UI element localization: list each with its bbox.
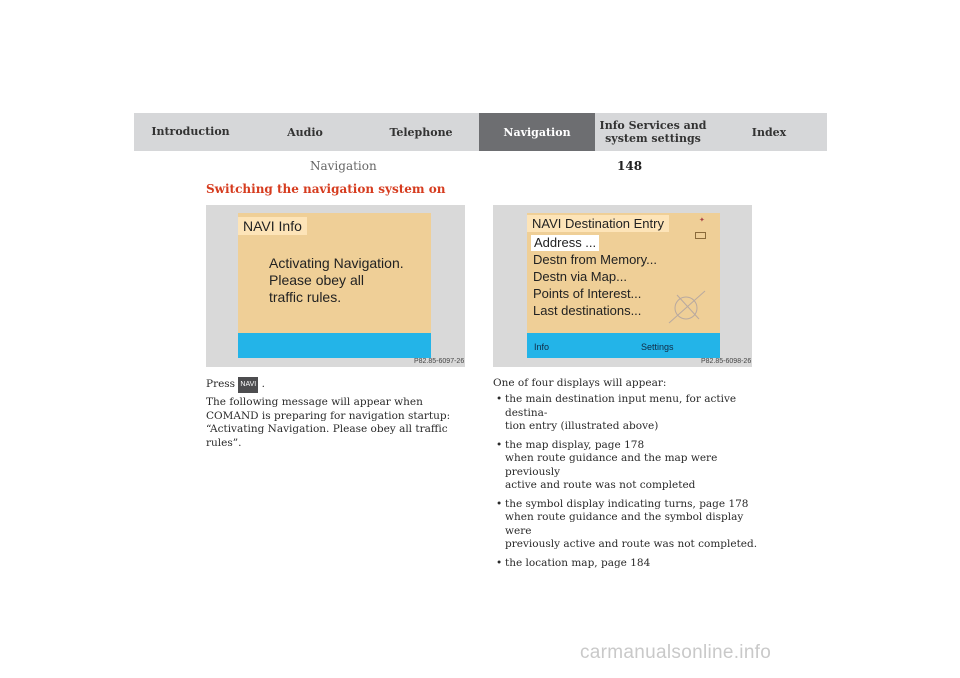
menu-item-destn-memory[interactable]: Destn from Memory... bbox=[533, 252, 658, 267]
tab-navigation[interactable]: Navigation bbox=[479, 113, 595, 151]
section-title: Navigation bbox=[310, 159, 377, 173]
bullet-icon: • bbox=[496, 393, 503, 405]
tab-introduction[interactable]: Introduction bbox=[134, 113, 247, 151]
figure-code: P82.85-6097-26 bbox=[414, 358, 465, 365]
display-title: NAVI Info bbox=[238, 217, 307, 235]
message-line: Activating Navigation. bbox=[269, 255, 404, 271]
list-item bbox=[493, 498, 763, 552]
softkey-info[interactable]: Info bbox=[534, 342, 550, 352]
figure-code: P82.85-6098-26 bbox=[701, 358, 752, 365]
section-heading: Switching the navigation system on bbox=[206, 182, 446, 196]
message-line: traffic rules. bbox=[269, 289, 342, 305]
tab-audio[interactable]: Audio bbox=[247, 113, 363, 151]
navi-info-figure bbox=[206, 205, 465, 367]
display-status-bar bbox=[238, 333, 431, 358]
navi-key-icon: NAVI bbox=[238, 377, 258, 393]
compass-icon bbox=[661, 281, 713, 333]
message-line: Please obey all bbox=[269, 272, 364, 288]
list-item-text: the symbol display indicating turns, page 178 when route guidance and the symbol display were previously active and route was not completed. bbox=[505, 497, 758, 550]
activation-message bbox=[269, 255, 404, 306]
list-item bbox=[493, 393, 763, 434]
gps-icon: ✦ bbox=[699, 217, 705, 224]
tab-info-services[interactable]: Info Services and system settings bbox=[595, 113, 711, 151]
display-title: NAVI Destination Entry bbox=[527, 215, 669, 232]
destination-entry-figure bbox=[493, 205, 752, 367]
list-item bbox=[493, 439, 763, 493]
press-label: Press bbox=[206, 378, 236, 390]
display-softkey-bar bbox=[527, 333, 720, 358]
menu-item-address[interactable]: Address ... bbox=[531, 235, 599, 251]
displays-intro: One of four displays will appear: bbox=[493, 377, 667, 389]
bullet-icon: • bbox=[496, 438, 503, 451]
list-item-text: the main destination input menu, for active destina- tion entry (illustrated above) bbox=[505, 393, 737, 432]
tab-telephone[interactable]: Telephone bbox=[363, 113, 479, 151]
navi-info-display bbox=[238, 213, 431, 358]
press-instruction bbox=[206, 377, 468, 393]
softkey-settings[interactable]: Settings bbox=[641, 342, 674, 352]
list-item-text: the map display, page 178 when route guidance and the map were previously active and route was not completed bbox=[505, 438, 718, 491]
menu-item-destn-map[interactable]: Destn via Map... bbox=[533, 269, 627, 284]
section-tabs bbox=[134, 113, 827, 151]
destination-entry-display bbox=[527, 213, 720, 358]
map-icon bbox=[695, 232, 706, 239]
tab-index[interactable]: Index bbox=[711, 113, 827, 151]
watermark: carmanualsonline.info bbox=[580, 642, 772, 663]
list-item-text: the location map, page 184 bbox=[505, 556, 651, 569]
page-number: 148 bbox=[617, 159, 643, 173]
bullet-icon: • bbox=[496, 497, 503, 510]
list-item bbox=[493, 557, 763, 571]
startup-paragraph: The following message will appear when COMAND is preparing for navigation startup: “Activating Navigation. Please obey all traffic rules”. bbox=[206, 396, 451, 449]
menu-item-poi[interactable]: Points of Interest... bbox=[533, 286, 642, 301]
menu-item-last-destinations[interactable]: Last destinations... bbox=[533, 303, 642, 318]
display-options-list bbox=[493, 393, 763, 575]
press-end: . bbox=[261, 378, 265, 390]
bullet-icon: • bbox=[496, 556, 503, 569]
